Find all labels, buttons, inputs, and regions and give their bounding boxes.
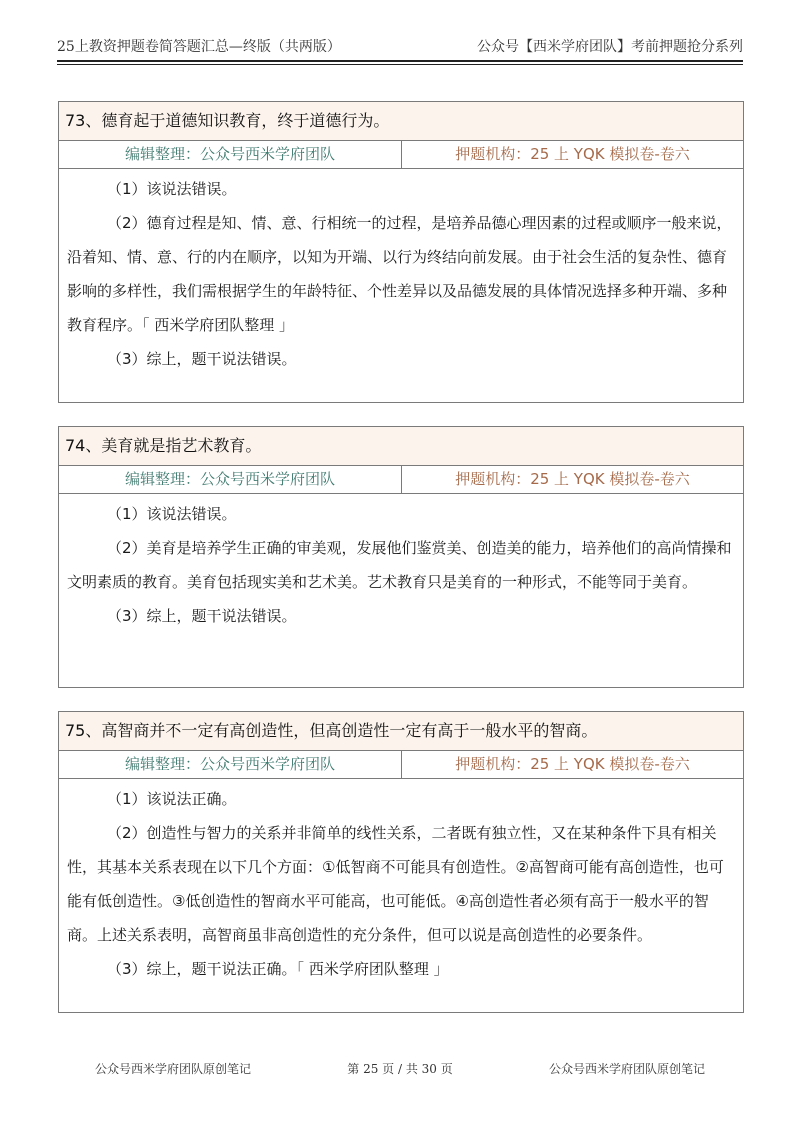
answer-point-1: （1）该说法错误。 <box>107 180 237 198</box>
editor-credit: 编辑整理：公众号西米学府团队 <box>59 466 402 493</box>
footer-right-note: 公众号西米学府团队原创笔记 <box>548 1062 705 1076</box>
question-title: 75、高智商并不一定有高创造性，但高创造性一定有高于一般水平的智商。 <box>59 712 743 751</box>
header-right-title: 公众号【西米学府团队】考前押题抢分系列 <box>477 39 743 55</box>
editor-credit: 编辑整理：公众号西米学府团队 <box>59 751 402 778</box>
answer-point-3: （3）综上，题干说法正确。「 西米学府团队整理 」 <box>107 960 449 978</box>
source-credit: 押题机构：25 上 YQK 模拟卷-卷六 <box>455 755 690 773</box>
header-rule-thick <box>57 60 743 62</box>
answer-body <box>59 169 743 376</box>
page-header <box>57 36 743 58</box>
answer-point-1: （1）该说法正确。 <box>107 790 237 808</box>
editor-credit: 编辑整理：公众号西米学府团队 <box>59 141 402 168</box>
answer-body <box>59 779 743 986</box>
answer-body <box>59 494 743 633</box>
question-meta-row <box>59 751 743 779</box>
answer-point-2: （2）创造性与智力的关系并非简单的线性关系，二者既有独立性，又在某种条件下具有相关性，其基本关系表现在以下几个方面：①低智商不可能具有创造性。②高智商可能有高创造性，也可能有低创造性。③低创造性的智商水平可能高，也可能低。④高创造性者必须有高于一般水平的智商。上述关系表明，高智商虽非高创造性的充分条件，但可以说是高创造性的必要条件。 <box>67 824 724 944</box>
footer-left-note: 公众号西米学府团队原创笔记 <box>95 1062 252 1076</box>
source-credit: 押题机构：25 上 YQK 模拟卷-卷六 <box>455 145 690 163</box>
question-title: 73、德育起于道德知识教育，终于道德行为。 <box>59 102 743 141</box>
question-block-73 <box>58 101 744 403</box>
source-credit: 押题机构：25 上 YQK 模拟卷-卷六 <box>455 470 690 488</box>
answer-point-1: （1）该说法错误。 <box>107 505 237 523</box>
question-title: 74、美育就是指艺术教育。 <box>59 427 743 466</box>
header-rule-thin <box>57 64 743 65</box>
question-block-75 <box>58 711 744 1013</box>
page-number: 第 25 页 / 共 30 页 <box>347 1062 453 1076</box>
answer-point-3: （3）综上，题干说法错误。 <box>107 607 297 625</box>
answer-point-3: （3）综上，题干说法错误。 <box>107 350 297 368</box>
question-block-74 <box>58 426 744 688</box>
question-meta-row <box>59 141 743 169</box>
question-meta-row <box>59 466 743 494</box>
answer-point-2: （2）德育过程是知、情、意、行相统一的过程，是培养品德心理因素的过程或顺序一般来说，沿着知、情、意、行的内在顺序，以知为开端、以行为终结向前发展。由于社会生活的复杂性、德育影响的多样性，我们需根据学生的年龄特征、个性差异以及品德发展的具体情况选择多种开端、多种教育程序。「 西米学府团队整理 」 <box>67 214 732 334</box>
header-left-title: 25上教资押题卷简答题汇总—终版（共两版） <box>57 39 341 55</box>
answer-point-2: （2）美育是培养学生正确的审美观，发展他们鉴赏美、创造美的能力，培养他们的高尚情操和文明素质的教育。美育包括现实美和艺术美。艺术教育只是美育的一种形式，不能等同于美育。 <box>67 539 732 591</box>
page-footer <box>57 1060 743 1080</box>
